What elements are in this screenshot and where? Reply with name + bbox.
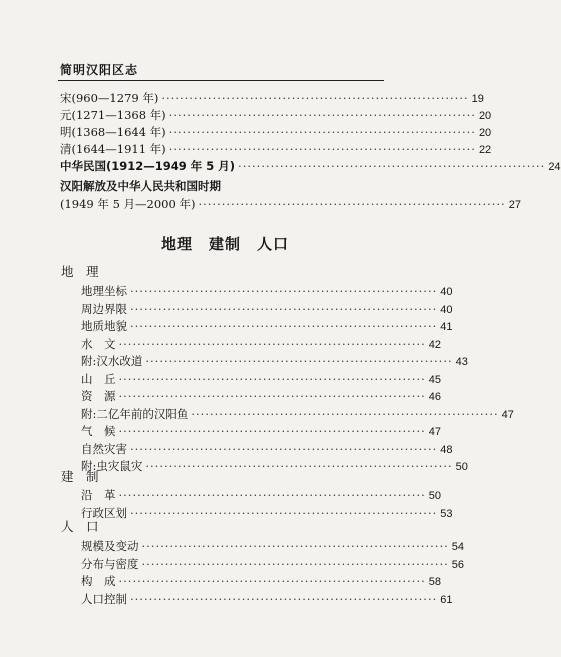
toc-label: 分布与密度 <box>81 556 139 571</box>
toc-item[interactable] <box>81 573 442 590</box>
toc-label: 资 源 <box>81 389 116 403</box>
toc-item[interactable] <box>81 388 442 405</box>
toc-item[interactable] <box>81 591 453 608</box>
dot-leader: ·································································· <box>130 505 438 520</box>
dot-leader: ·································································· <box>130 301 438 316</box>
toc-label: 明(1368—1644 年) <box>60 125 166 139</box>
toc-entry-song[interactable] <box>60 90 484 107</box>
toc-page-number: 53 <box>440 507 453 520</box>
toc-page-number: 46 <box>428 391 442 403</box>
toc-page-number: 40 <box>440 303 453 316</box>
toc-label: 自然灾害 <box>81 441 127 456</box>
toc-label: 规模及变动 <box>81 539 139 553</box>
toc-page-number: 50 <box>428 490 442 502</box>
section-heading-establishment[interactable]: 建 制 <box>61 469 99 484</box>
toc-page-number: 40 <box>440 286 453 298</box>
toc-item[interactable] <box>81 538 465 555</box>
dot-leader: ·································································· <box>118 488 426 502</box>
toc-item[interactable] <box>81 505 453 522</box>
toc-item[interactable] <box>81 441 453 458</box>
dot-leader: ·································································· <box>130 284 438 298</box>
toc-page-number: 56 <box>451 558 465 571</box>
toc-label: 沿 革 <box>81 488 116 502</box>
section-heading-geography[interactable]: 地 理 <box>61 264 99 279</box>
toc-label: 附:二亿年前的汉阳鱼 <box>81 406 189 421</box>
toc-item[interactable] <box>81 318 453 335</box>
dot-leader: ·································································· <box>238 159 546 173</box>
dot-leader: ·································································· <box>198 197 506 211</box>
toc-page-number: 27 <box>508 199 521 211</box>
dot-leader: ·································································· <box>145 354 453 368</box>
toc-item[interactable] <box>81 283 453 300</box>
dot-leader: ·································································· <box>130 441 438 456</box>
toc-label: 构 成 <box>81 574 116 588</box>
toc-label: 地理坐标 <box>81 284 127 298</box>
toc-label: 元(1271—1368 年) <box>60 108 166 122</box>
dot-leader: ·································································· <box>118 336 426 351</box>
toc-page-number: 42 <box>428 338 442 351</box>
dot-leader: ·································································· <box>168 142 476 156</box>
toc-entry-republic[interactable] <box>60 158 561 175</box>
toc-item[interactable] <box>81 336 442 353</box>
dot-leader: ·································································· <box>168 108 476 122</box>
header-rule <box>58 80 384 81</box>
dot-leader: ·································································· <box>130 591 438 606</box>
running-head: 简明汉阳区志 <box>60 63 139 77</box>
toc-item[interactable] <box>81 423 442 440</box>
toc-page-number: 43 <box>455 356 468 368</box>
toc-page-number: 45 <box>428 373 442 386</box>
toc-label: 清(1644—1911 年) <box>60 142 166 156</box>
toc-item[interactable] <box>81 301 453 318</box>
toc-item[interactable] <box>81 353 468 370</box>
dot-leader: ·································································· <box>118 389 426 403</box>
dot-leader: ·································································· <box>118 424 426 438</box>
toc-label: (1949 年 5 月—2000 年) <box>60 197 196 211</box>
toc-page-number: 58 <box>428 576 442 588</box>
toc-item[interactable] <box>81 371 442 388</box>
dot-leader: ·································································· <box>141 556 449 571</box>
toc-label: 周边界限 <box>81 301 127 316</box>
toc-label: 气 候 <box>81 424 116 438</box>
dot-leader: ·································································· <box>130 319 438 333</box>
toc-label: 宋(960—1279 年) <box>60 91 159 105</box>
dot-leader: ·································································· <box>141 539 449 553</box>
toc-label: 中华民国(1912—1949 年 5 月) <box>60 159 236 173</box>
toc-entry-ming[interactable] <box>60 124 492 141</box>
toc-label: 山 丘 <box>81 371 116 386</box>
toc-page-number: 19 <box>471 93 484 105</box>
chapter-title: 地理 建制 人口 <box>160 235 289 253</box>
toc-label: 行政区划 <box>81 505 127 520</box>
dot-leader: ·································································· <box>168 125 476 139</box>
toc-page-number: 24 <box>548 161 561 173</box>
toc-label: 附:汉水改道 <box>81 354 143 368</box>
toc-page-number: 47 <box>501 408 514 421</box>
toc-page-number: 61 <box>440 593 453 606</box>
toc-entry-qing[interactable] <box>60 141 492 158</box>
toc-entry-liberation-line1[interactable]: 汉阳解放及中华人民共和国时期 <box>60 179 221 193</box>
toc-page-number: 20 <box>478 110 492 122</box>
toc-page-number: 54 <box>451 541 465 553</box>
toc-entry-liberation-line2[interactable] <box>60 196 521 213</box>
dot-leader: ·································································· <box>191 406 499 421</box>
toc-page-number: 50 <box>455 461 468 473</box>
dot-leader: ·································································· <box>145 459 453 473</box>
toc-page-number: 47 <box>428 426 442 438</box>
toc-item[interactable] <box>81 458 468 475</box>
toc-item[interactable] <box>81 556 465 573</box>
toc-label: 地质地貌 <box>81 319 127 333</box>
toc-item[interactable] <box>81 406 514 423</box>
toc-label: 附:虫灾鼠灾 <box>81 459 143 473</box>
toc-page-number: 48 <box>440 443 453 456</box>
toc-label: 人口控制 <box>81 591 127 606</box>
section-heading-population[interactable]: 人 口 <box>61 519 99 534</box>
toc-page-number: 41 <box>440 321 453 333</box>
toc-entry-yuan[interactable] <box>60 107 492 124</box>
dot-leader: ·································································· <box>161 91 469 105</box>
toc-item[interactable] <box>81 487 442 504</box>
toc-page-number: 22 <box>478 144 492 156</box>
toc-label: 水 文 <box>81 336 116 351</box>
dot-leader: ·································································· <box>118 574 426 588</box>
toc-page-number: 20 <box>478 127 492 139</box>
dot-leader: ·································································· <box>118 371 426 386</box>
